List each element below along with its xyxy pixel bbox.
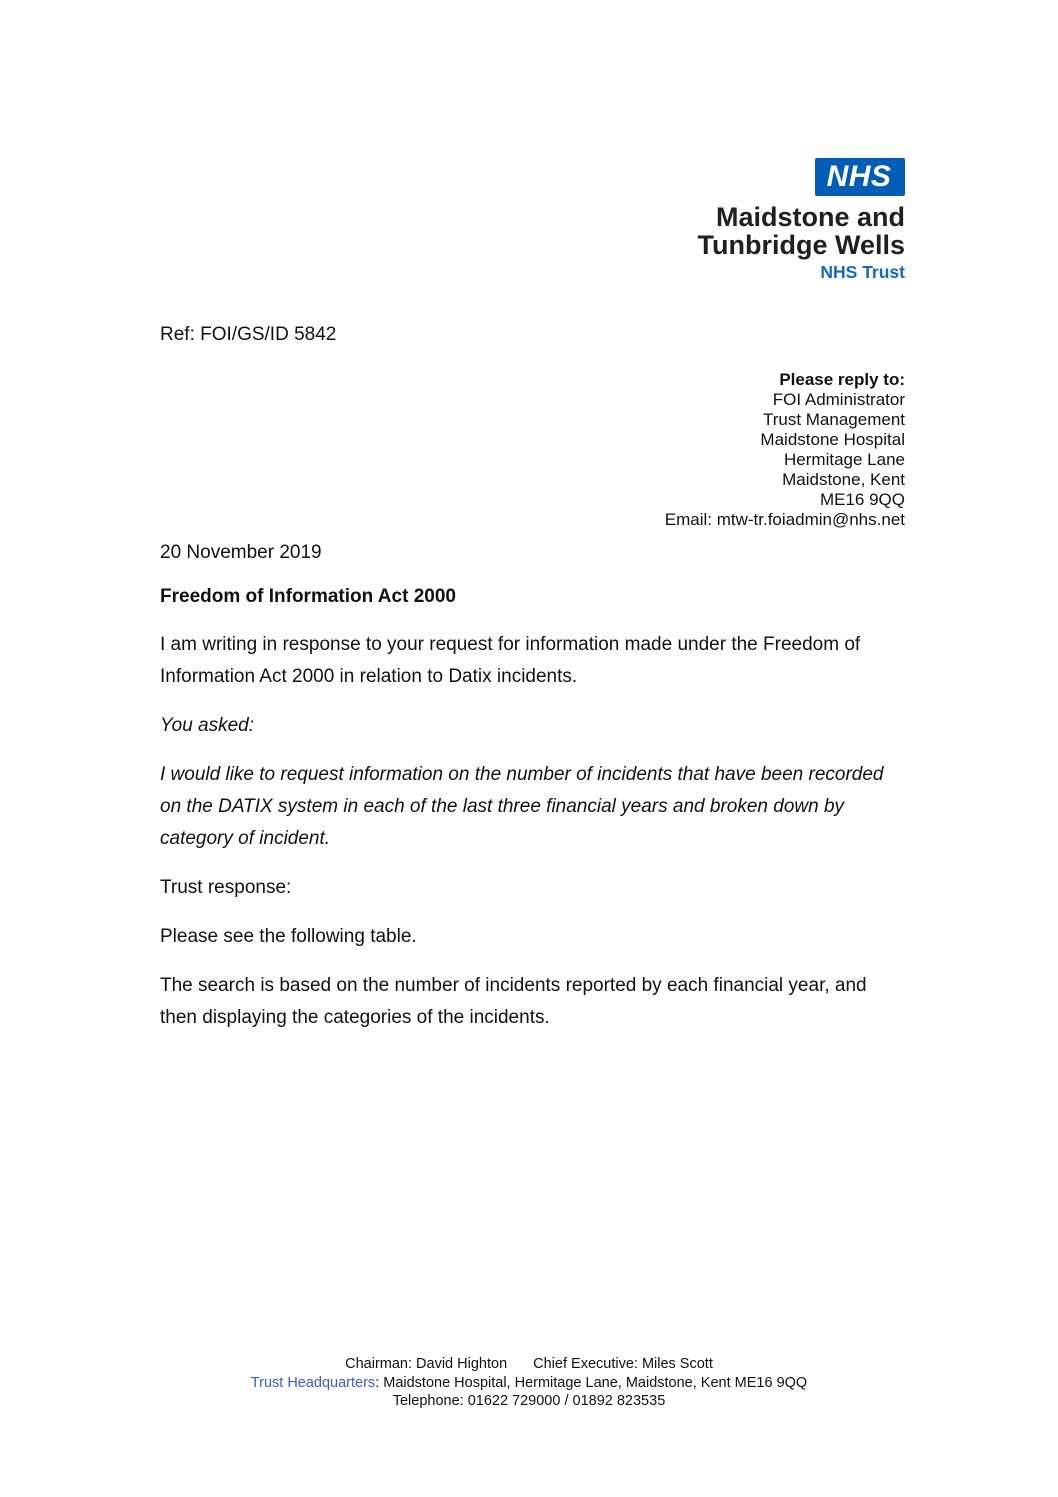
letter-date: 20 November 2019 bbox=[160, 542, 322, 563]
reply-to-line: Maidstone, Kent bbox=[782, 470, 905, 489]
reply-to-line: Trust Management bbox=[762, 410, 905, 429]
trust-name-line2: Tunbridge Wells bbox=[697, 230, 905, 260]
letter-footer bbox=[0, 1355, 1058, 1411]
footer-hq-address: : Maidstone Hospital, Hermitage Lane, Maidstone, Kent ME16 9QQ bbox=[375, 1374, 808, 1391]
trust-response-label: Trust response: bbox=[160, 877, 292, 898]
footer-telephone: Telephone: 01622 729000 / 01892 823535 bbox=[392, 1393, 666, 1409]
reply-to-line: FOI Administrator bbox=[772, 390, 905, 409]
nhs-logo bbox=[160, 158, 905, 283]
see-table-paragraph: Please see the following table. bbox=[160, 926, 417, 947]
nhs-logo-text: NHS bbox=[826, 160, 892, 193]
footer-hq-label: Trust Headquarters bbox=[250, 1374, 376, 1391]
search-note-paragraph: The search is based on the number of incidents reported by each financial year, and then displaying the categories of the incidents. bbox=[160, 975, 867, 1028]
trust-subtitle: NHS Trust bbox=[820, 262, 905, 282]
intro-paragraph: I am writing in response to your request for information made under the Freedom of Information Act 2000 in relation to Datix incidents. bbox=[160, 634, 861, 687]
trust-name-line1: Maidstone and bbox=[715, 202, 905, 232]
nhs-logo-icon bbox=[815, 158, 905, 196]
reply-to-line: ME16 9QQ bbox=[819, 490, 905, 509]
footer-hq-line bbox=[0, 1374, 1058, 1393]
reply-to-label: Please reply to: bbox=[779, 370, 905, 389]
request-quote-paragraph: I would like to request information on the number of incidents that have been recorded on the DATIX system in each of the last three financial years and broken down by category of incident. bbox=[160, 764, 884, 849]
reply-to-block bbox=[160, 370, 905, 530]
reference-number: Ref: FOI/GS/ID 5842 bbox=[160, 324, 337, 345]
you-asked-label: You asked: bbox=[160, 715, 255, 736]
footer-exec-line bbox=[0, 1355, 1058, 1374]
reply-to-line: Hermitage Lane bbox=[784, 450, 905, 469]
footer-chairman: Chairman: David Highton bbox=[345, 1356, 508, 1372]
reply-to-email: Email: mtw-tr.foiadmin@nhs.net bbox=[664, 510, 905, 529]
letter-heading: Freedom of Information Act 2000 bbox=[160, 586, 456, 607]
trust-name bbox=[697, 203, 905, 259]
footer-chief-executive: Chief Executive: Miles Scott bbox=[533, 1356, 713, 1372]
reply-to-line: Maidstone Hospital bbox=[760, 430, 905, 449]
